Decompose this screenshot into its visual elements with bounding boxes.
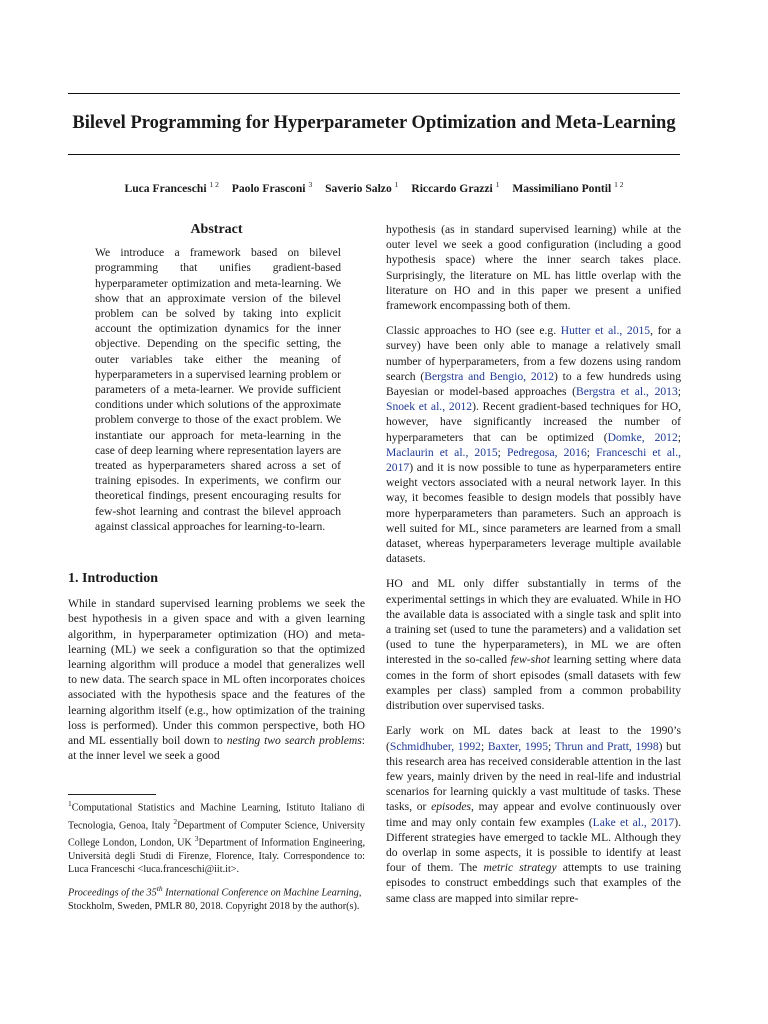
abstract-text: We introduce a framework based on bilevel programming that unifies gradient-based hyperparameter optimization and meta-learning. We show that an approximate version of the bilevel problem can be solved by taking into explicit account the optimization dynamics for the inner objective. Depending on the specific setting, the outer variables take either the meaning of hyperparameters in a supervised learning problem or parameters of a meta-learner. We provide sufficient conditions under which solutions of the approximate problem converge to those of the exact problem. We instantiate our approach for meta-learning in the case of deep learning where representation layers are treated as hyperparameters shared across a set of training episodes. In experiments, we confirm our theoretical findings, present encouraging results for few-shot learning and contrast the bilevel approach against classical approaches for learning-to-learn. <box>95 246 341 533</box>
citation-link[interactable]: Thrun and Pratt, 1998 <box>554 739 659 753</box>
footnote-rule <box>68 794 156 795</box>
body-paragraph: Early work on ML dates back at least to the 1990’s (Schmidhuber, 1992; Baxter, 1995; Thrun and Pratt, 1998) but this research area has received considerable attention in the last few years, mainly driven by the need in real-life and industrial scenarios for learning quickly a vast multitude of tasks. These tasks, or episodes, may appear and evolve continuously over time and may only contain few examples (Lake et al., 2017). Different strategies have emerged to tackle ML. Although they do overlap in some aspects, it is possible to identify at least four of them. The metric strategy attempts to use training episodes to construct embeddings such that examples of the same class are mapped into similar repre- <box>386 724 681 905</box>
affiliation-footnote: $^1$Computational Statistics and Machine Learning, Istituto Italiano di Tecnologia, Genoa, Italy $^2$Department of Computer Science, University College London, London, UK $^3$Department of Information Engineering, Università degli Studi di Firenze, Florence, Italy. Correspondence to: Luca Franceschi <luca.franceschi@iit.it>. <box>68 799 365 875</box>
citation-link[interactable]: Maclaurin et al., 2015 <box>386 445 498 459</box>
paper-title: Bilevel Programming for Hyperparameter Optimization and Meta-Learning <box>72 113 676 133</box>
author: Paolo Frasconi $^3$ <box>231 180 313 195</box>
body-paragraph: HO and ML only differ substantially in terms of the experimental settings in which they are evaluated. While in HO the available data is associated with a single task and split into a training set (used to tune the parameters) and a validation set (used to tune the hyperparameters), in ML we are often interested in the so-called few-shot learning setting where data comes in the form of short episodes (small datasets with few examples per class) sampled from a common probability distribution over supervised tasks. <box>386 577 681 713</box>
author: Saverio Salzo $^1$ <box>325 180 399 195</box>
author: Luca Franceschi $^{1 2}$ <box>124 180 219 195</box>
citation-link[interactable]: Bergstra and Bengio, 2012 <box>424 369 555 383</box>
section-heading: 1. Introduction <box>68 571 158 587</box>
body-paragraph: hypothesis (as in standard supervised learning) while at the outer level we seek a good configuration (including a good hypothesis space) where the inner search takes place. Surprisingly, the literature on ML has little overlap with the literature on HO and in this paper we present a unified framework encompassing both of them. <box>386 223 681 313</box>
citation-link[interactable]: Baxter, 1995 <box>487 739 549 753</box>
body-paragraph: Classic approaches to HO (see e.g. Hutter et al., 2015, for a survey) have been only able to manage a relatively small number of hyperparameters, from a few dozens using random search (Bergstra and Bengio, 2012) to a few hundreds using Bayesian or model-based approaches (Bergstra et al., 2013; Snoek et al., 2012). Recent gradient-based techniques for HO, however, have significantly increased the number of hyperparameters that can be optimized (Domke, 2012; Maclaurin et al., 2015; Pedregosa, 2016; Franceschi et al., 2017) and it is now possible to tune as hyperparameters entire weight vectors associated with a neural network layer. In this way, it becomes feasible to design models that possibly have more hyperparameters than parameters. Such an approach is well suited for ML, since parameters are learned from a small dataset, whereas hyperparameters leverage multiple available datasets. <box>386 324 681 566</box>
left-column <box>68 222 365 774</box>
citation-link[interactable]: Snoek et al., 2012 <box>386 400 473 414</box>
intro-paragraph: While in standard supervised learning problems we seek the best hypothesis in a given space and with a given learning algorithm, in hyperparameter optimization (HO) and meta-learning (ML) we seek a configuration so that the optimized learning algorithm will produce a model that generalizes well to new data. The search space in ML often incorporates choices associated with the hypothesis space and the features of the learning algorithm itself (e.g., how optimization of the training loss is performed). Under this common perspective, both HO and ML essentially boil down to nesting two search problems: at the inner level we seek a good <box>68 597 365 763</box>
author-list <box>60 180 688 195</box>
citation-link[interactable]: Bergstra et al., 2013 <box>576 385 678 399</box>
author: Massimiliano Pontil $^{1 2}$ <box>512 180 624 195</box>
proceedings-footnote: Proceedings of the 35th International Conference on Machine Learning, Stockholm, Sweden, PMLR 80, 2018. Copyright 2018 by the author(s). <box>68 884 362 912</box>
citation-link[interactable]: Pedregosa, 2016 <box>506 445 587 459</box>
citation-link[interactable]: Lake et al., 2017 <box>592 815 675 829</box>
title-rule-bottom <box>68 154 680 155</box>
citation-link[interactable]: Schmidhuber, 1992 <box>389 739 481 753</box>
title-rule-top <box>68 93 680 94</box>
citation-link[interactable]: Domke, 2012 <box>607 430 678 444</box>
author: Riccardo Grazzi $^1$ <box>411 180 500 195</box>
abstract-heading: Abstract <box>190 222 243 237</box>
right-column <box>386 222 681 916</box>
citation-link[interactable]: Hutter et al., 2015 <box>560 324 651 338</box>
citation-link[interactable]: Franceschi et al., 2017 <box>386 445 681 475</box>
